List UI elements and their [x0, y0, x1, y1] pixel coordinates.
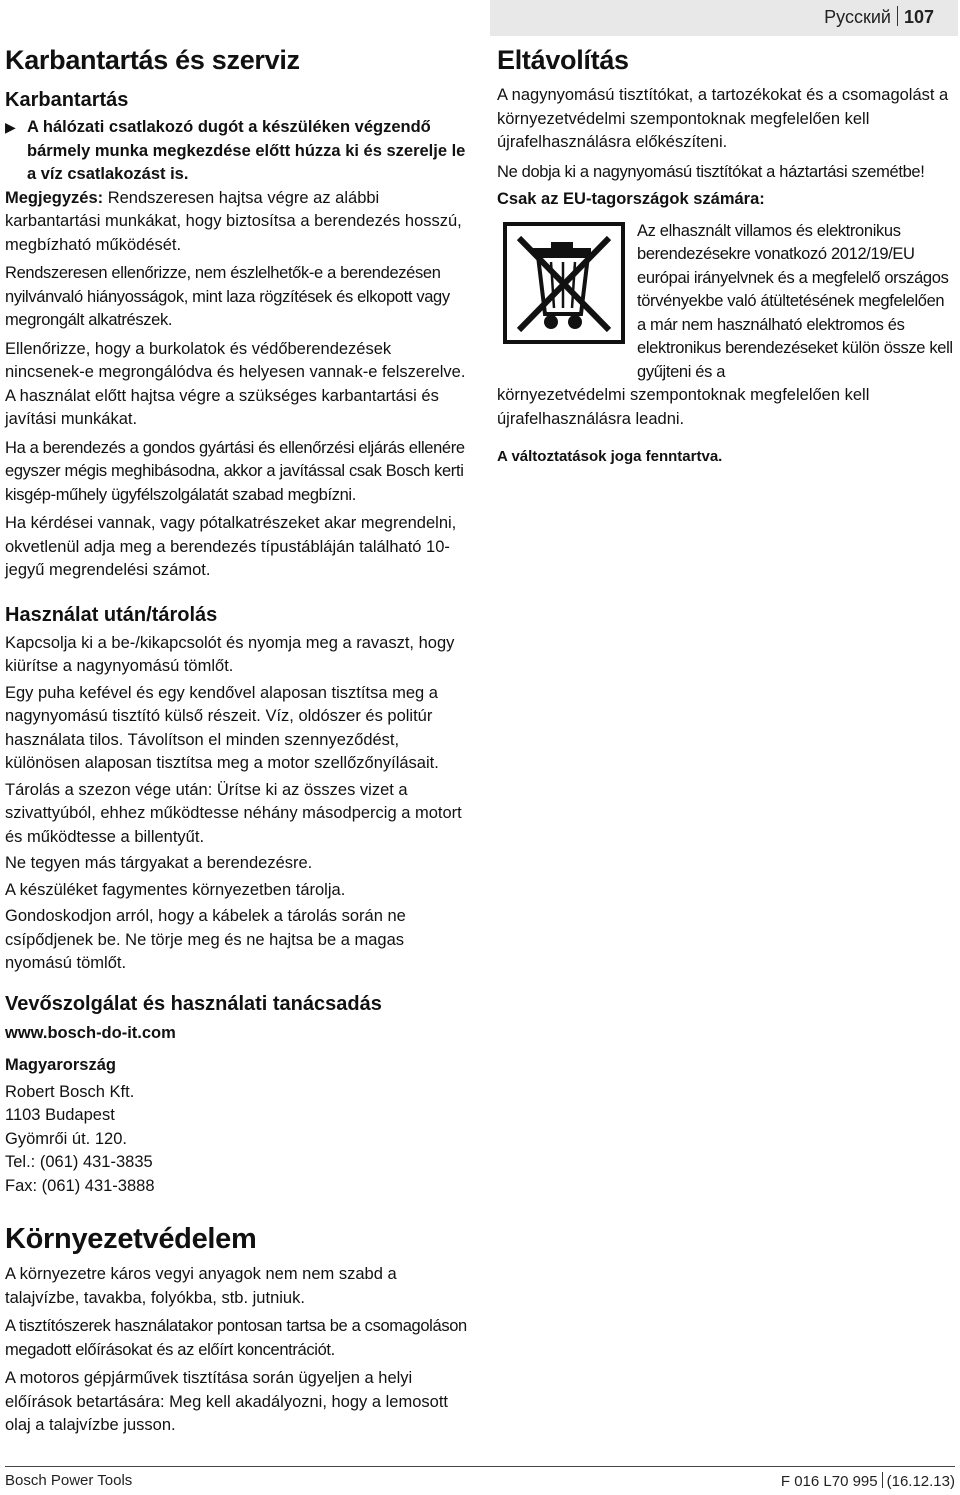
page-header-bar	[490, 0, 958, 36]
footer-code: F 016 L70 995	[780, 1473, 878, 1490]
disposal-paragraph-2: Ne dobja ki a nagynyomású tisztítókat a háztartási szemétbe!	[497, 162, 925, 181]
eu-heading: Csak az EU-tagországok számára:	[497, 190, 765, 209]
environment-paragraph-1: A környezetre káros vegyi anyagok nem nem szabd a talajvízbe, tavakba, folyókba, stb. jutniuk.	[5, 1265, 397, 1307]
weee-text-continued: környezetvédelmi szempontoknak megfelelően kell újrafelhasználásra leadni.	[497, 386, 870, 428]
environment-paragraph-3: A motoros gépjárművek tisztítása során ügyeljen a helyi előírások betartására: Meg kell akadályozni, hogy a lemosott olaj a talajvízbe jusson.	[5, 1369, 448, 1435]
service-company: Robert Bosch Kft.	[5, 1082, 135, 1101]
disposal-title: Eltávolítás	[497, 45, 629, 75]
check-paragraph-2: Ellenőrizze, hogy a burkolatok és védőberendezések nincsenek-e megrongálódva és helyesen vannak-e felszerelve. A használat előtt hajtsa végre a szükséges karbantartási és javítási munkákat.	[5, 339, 466, 429]
environment-title: Környezetvédelem	[5, 1223, 257, 1256]
storage-paragraph-4: Ne tegyen más tárgyakat a berendezésre.	[5, 854, 313, 873]
header-language: Русский	[824, 7, 891, 27]
weee-crossed-bin-icon	[503, 222, 625, 344]
repair-paragraph: Ha a berendezés a gondos gyártási és ellenőrzési eljárás ellenére egyszer mégis meghibásodna, akkor a javítással csak Bosch kerti kisgép-műhely ügyfélszolgálatát szabad megbízni.	[5, 438, 465, 504]
weee-text: Az elhasznált villamos és elektronikus berendezésekre vonatkozó 2012/19/EU európai irányelvnek és a megfelelő országos törvényekbe való átültetésének megfelelően a már nem használható elektromos és elektronikus berendezéseket külön össze kell gyűjteni és a	[637, 221, 953, 381]
maintenance-service-title: Karbantartás és szerviz	[5, 45, 300, 75]
page-header	[824, 6, 934, 28]
environment-paragraph-2: A tisztítószerek használatakor pontosan tartsa be a csomagoláson megadott előírásokat és az előírt koncentrációt.	[5, 1317, 467, 1359]
service-fax: Fax: (061) 431-3888	[5, 1176, 155, 1195]
service-website[interactable]: www.bosch-do-it.com	[5, 1023, 176, 1042]
storage-paragraph-5: A készüléket fagymentes környezetben tárolja.	[5, 880, 346, 899]
storage-paragraph-3: Tárolás a szezon vége után: Ürítse ki az összes vizet a szivattyúból, ehhez működtesse néhány másodpercig a motort és működtesse a billentyűt.	[5, 780, 462, 846]
disposal-paragraph-1: A nagynyomású tisztítókat, a tartozékokat és a csomagolást a környezetvédelmi szempontoknak megfelelően kell újrafelhasználásra előkészíteni.	[497, 86, 949, 152]
service-country: Magyarország	[5, 1056, 116, 1075]
storage-paragraph-6: Gondoskodjon arról, hogy a kábelek a tárolás során ne csípődjenek be. Ne törje meg és ne hajtsa be a magas nyomású tömlőt.	[5, 907, 406, 973]
service-city: 1103 Budapest	[5, 1106, 115, 1125]
check-paragraph-1: Rendszeresen ellenőrizze, nem észlelhetők-e a berendezésen nyilvánvaló hiányosságok, mint laza rögzítések és elkopott vagy megrongált alkatrészek.	[5, 264, 450, 330]
page-number: 107	[903, 7, 934, 27]
maintenance-warning-text: A hálózati csatlakozó dugót a készüléken végzendő bármely munka megkezdése előtt húzza ki és szerelje le a víz csatlakozást is.	[27, 118, 466, 184]
footer-date: (16.12.13)	[886, 1473, 955, 1490]
storage-paragraph-2: Egy puha kefével és egy kendővel alaposan tisztítsa meg a nagynyomású tisztító külső részeit. Víz, oldószer és politúr használata tilos. Távolítson el minden szennyeződést, különösen alaposan tisztítsa meg a motor szellőzőnyílásait.	[5, 683, 439, 773]
note-text: Rendszeresen hajtsa végre az alábbi karbantartási munkákat, hogy biztosítsa a berendezés hosszú, megbízható működését.	[5, 188, 462, 254]
storage-paragraph-1: Kapcsolja ki a be-/kikapcsolót és nyomja meg a ravaszt, hogy kiürítse a nagynyomású tömlőt.	[5, 633, 455, 676]
footer-brand: Bosch Power Tools	[5, 1472, 133, 1489]
weee-notice	[497, 220, 955, 385]
parts-paragraph: Ha kérdései vannak, vagy pótalkatrészeket akar megrendelni, okvetlenül adja meg a berendezés típustábláján található 10-jegyű megrendelési számot.	[5, 514, 457, 580]
maintenance-warning	[5, 116, 475, 187]
note-label: Megjegyzés:	[5, 188, 104, 207]
maintenance-heading: Karbantartás	[5, 89, 129, 112]
right-column	[497, 44, 955, 469]
storage-heading: Használat után/tárolás	[5, 603, 218, 626]
changes-reserved: A változtatások joga fenntartva.	[497, 448, 723, 466]
maintenance-note	[5, 187, 475, 258]
service-heading: Vevőszolgálat és használati tanácsadás	[5, 992, 382, 1015]
service-street: Gyömrői út. 120.	[5, 1129, 127, 1148]
footer-document-code	[781, 1472, 955, 1490]
left-column	[5, 44, 475, 1438]
service-phone: Tel.: (061) 431-3835	[5, 1153, 153, 1172]
page-footer	[5, 1466, 955, 1493]
bullet-arrow-icon: ▶	[5, 119, 16, 136]
